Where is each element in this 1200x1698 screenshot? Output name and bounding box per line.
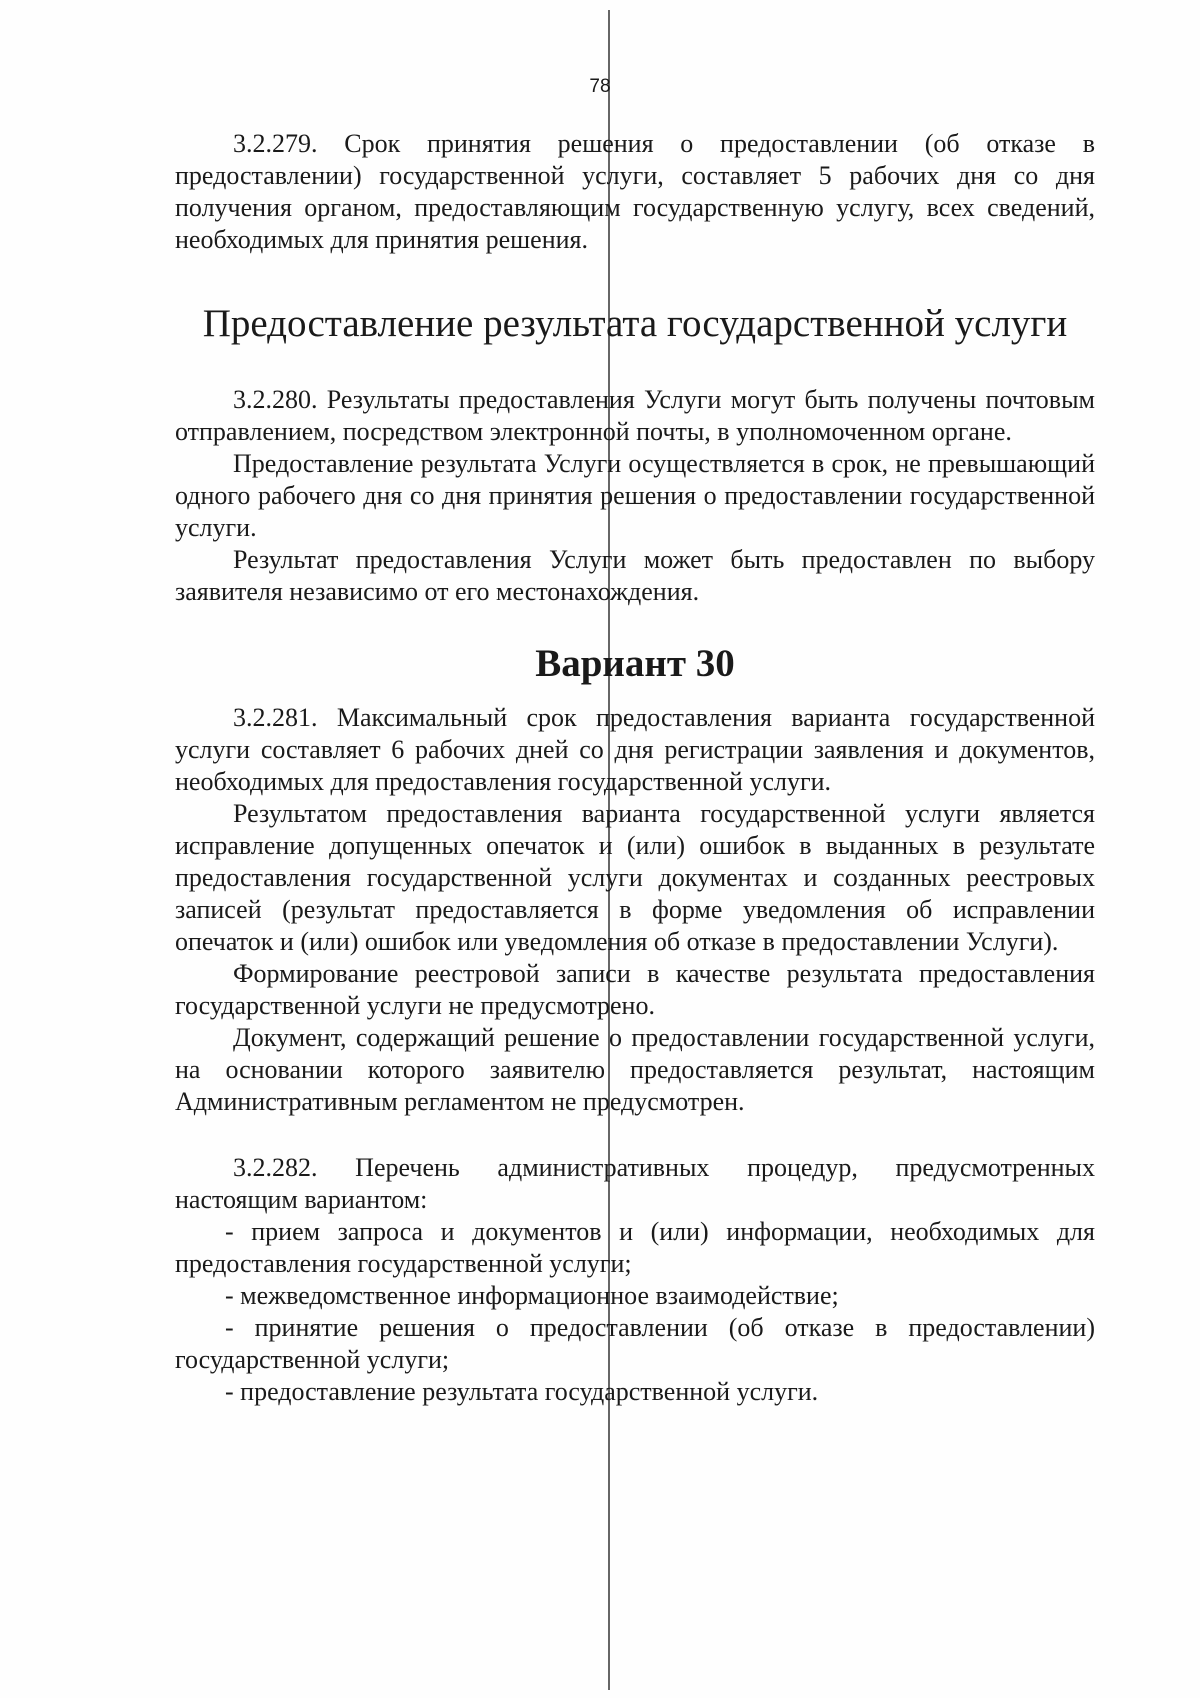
paragraph-3-2-282: 3.2.282. Перечень административных процедур, предусмотренных настоящим вариантом: (175, 1153, 1095, 1214)
paragraph-decision-document: Документ, содержащий решение о предоставлении государственной услуги, на основании которого заявителю предоставляется результат, настоящим Административным регламентом не предусмотрен. (175, 1023, 1095, 1116)
paragraph-3-2-280: 3.2.280. Результаты предоставления Услуги могут быть получены почтовым отправлением, посредством электронной почты, в уполномоченном органе. (175, 385, 1095, 446)
section-heading-result: Предоставление результата государственной услуги (202, 302, 1068, 345)
list-item-procedure-4: - предоставление результата государственной услуги. (225, 1377, 819, 1406)
document-body (175, 128, 1095, 1408)
paragraph-variant-result: Результатом предоставления варианта государственной услуги является исправление допущенных опечаток и (или) ошибок в выданных в результате предоставления государственной услуги документах и созданных реестровых записей (результат предоставляется в форме уведомления об исправлении опечаток и (или) ошибок или уведомления об отказе в предоставлении Услуги). (175, 799, 1095, 956)
list-item-procedure-3: - принятие решения о предоставлении (об отказе в предоставлении) государственной услуги; (175, 1313, 1095, 1374)
paragraph-result-choice: Результат предоставления Услуги может быть предоставлен по выбору заявителя независимо от его местонахождения. (175, 545, 1095, 606)
page-number: 78 (589, 76, 611, 97)
list-item-procedure-1: - прием запроса и документов и (или) информации, необходимых для предоставления государственной услуги; (175, 1217, 1095, 1278)
paragraph-3-2-281: 3.2.281. Максимальный срок предоставления варианта государственной услуги составляет 6 рабочих дней со дня регистрации заявления и документов, необходимых для предоставления государственной услуги. (175, 703, 1095, 796)
list-item-procedure-2: - межведомственное информационное взаимодействие; (225, 1281, 839, 1310)
paragraph-3-2-279: 3.2.279. Срок принятия решения о предоставлении (об отказе в предоставлении) государственной услуги, составляет 5 рабочих дня со дня получения органом, предоставляющим государственную услугу, всех сведений, необходимых для принятия решения. (175, 129, 1095, 254)
paragraph-registry-record: Формирование реестровой записи в качестве результата предоставления государственной услуги не предусмотрено. (175, 959, 1095, 1020)
paragraph-result-term: Предоставление результата Услуги осуществляется в срок, не превышающий одного рабочего дня со дня принятия решения о предоставлении государственной услуги. (175, 449, 1095, 542)
section-heading-variant-30: Вариант 30 (535, 642, 735, 685)
